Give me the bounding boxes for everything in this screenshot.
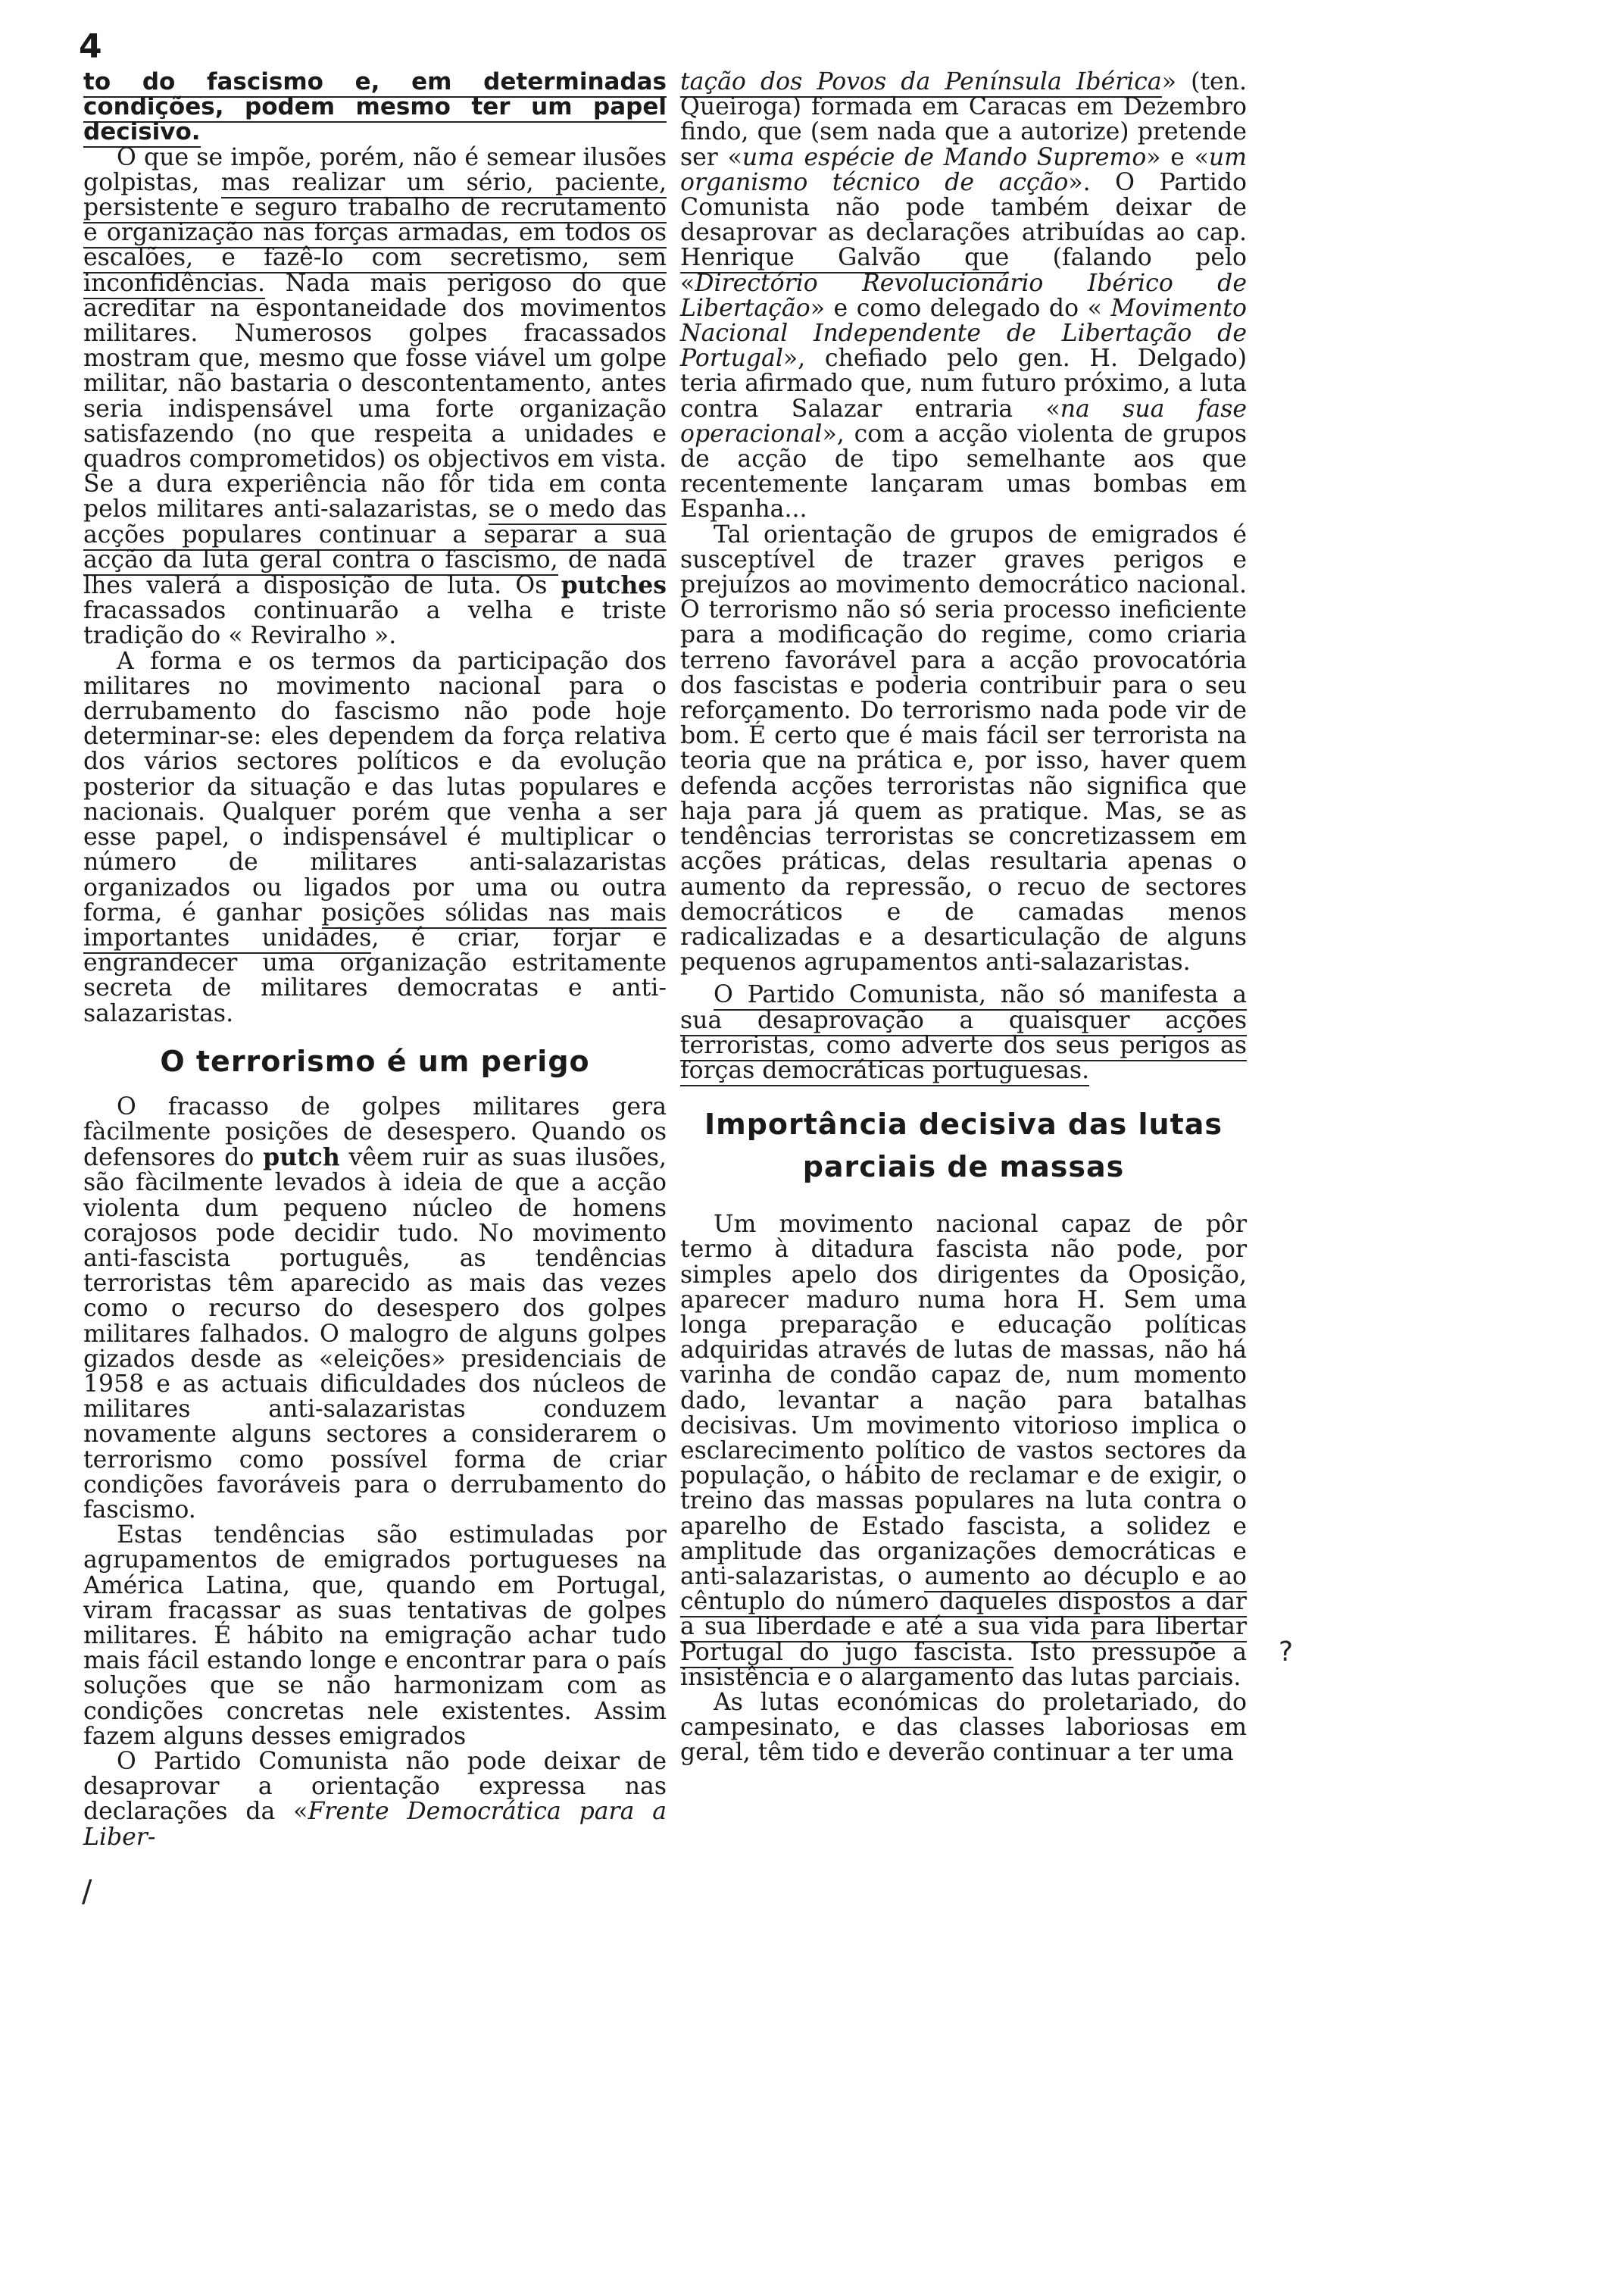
left-column bbox=[83, 70, 667, 1850]
right-paragraph-3: O Partido Comunista, não só manifesta a sua desaprovação a quaisquer acções terroristas, como adverte dos seus perigos as forças democráticas portuguesas. bbox=[680, 983, 1247, 1083]
page-number: 4 bbox=[79, 27, 102, 66]
right-column bbox=[680, 70, 1247, 1766]
margin-question-mark: ? bbox=[1279, 1636, 1294, 1667]
right-paragraph-5: As lutas económicas do proletariado, do campesinato, e das classes laboriosas em geral, têm tido e deverão continuar a ter uma bbox=[680, 1688, 1247, 1767]
right-paragraph-4: Um movimento nacional capaz de pôr termo à ditadura fascista não pode, por simples apelo dos dirigentes da Oposição, aparecer maduro numa hora H. Sem uma longa preparação e educação políticas adquiridas através de lutas de massas, não há varinha de condão capaz de, num momento dado, levantar a nação para batalhas decisivas. Um movimento vitorioso implica o esclarecimento político de vastos sectores da população, o hábito de reclamar e de exigir, o treino das massas populares na luta contra o aparelho de Estado fascista, a solidez e amplitude das organizações democráticas e anti-salazaristas, o aumento ao décuplo e ao cêntuplo do número daqueles dispostos a dar a sua liberdade e até a sua vida para libertar Portugal do jugo fascista. Isto pressupõe a insistência e o alargamento das lutas parciais. bbox=[680, 1211, 1247, 1691]
left-paragraph-2: O que se impõe, porém, não é semear ilusões golpistas, mas realizar um sério, paciente, persistente e seguro trabalho de recrutamento e organização nas forças armadas, em todos os escalões, e fazê-lo com secretismo, sem inconfidências. Nada mais perigoso do que acreditar na espontaneidade dos movimentos militares. Numerosos golpes fracassados mostram que, mesmo que fosse viável um golpe militar, não bastaria o descontentamento, antes seria indispensável uma forte organização satisfazendo (no que respeita a unidades e quadros comprometidos) os objectivos em vista. Se a dura experiência não fôr tida em conta pelos militares anti-salazaristas, se o medo das acções populares continuar a separar a sua acção da luta geral contra o fascismo, de nada lhes valerá a disposição de luta. Os putches fracassados continuarão a velha e triste tradição do « Reviralho ». bbox=[83, 143, 667, 650]
heading-importancia: Importância decisiva das lutas parciais de massas bbox=[704, 1108, 1223, 1184]
left-paragraph-4: O fracasso de golpes militares gera fàcilmente posições de desespero. Quando os defensores do putch vêem ruir as suas ilusões, são fàcilmente levados à ideia de que a acção violenta dum pequeno núcleo de homens corajosos pode decidir tudo. No movimento anti-fascista português, as tendências terroristas têm aparecido as mais das vezes como o recurso do desespero dos golpes militares falhados. O malogro de alguns golpes gizados desde as «eleições» presidenciais de 1958 e as actuais dificuldades dos núcleos de militares anti-salazaristas conduzem novamente alguns sectores a considerarem o terrorismo como possível forma de criar condições favoráveis para o derrubamento do fascismo. bbox=[83, 1092, 667, 1524]
right-paragraph-1: tação dos Povos da Península Ibérica» (ten. Queiroga) formada em Caracas em Dezembro findo, que (sem nada que a autorize) pretende ser «uma espécie de Mando Supremo» e «um organismo técnico de acção». O Partido Comunista não pode também deixar de desaprovar as declarações atribuídas ao cap. Henrique Galvão que (falando pelo «Directório Revolucionário Ibérico de Libertação» e como delegado do « Movimento Nacional Independente de Libertação de Portugal», chefiado pelo gen. H. Delgado) teria afirmado que, num futuro próximo, a luta contra Salazar entraria «na sua fase operacional», com a acção violenta de grupos de acção de tipo semelhante aos que recentemente lançaram umas bombas em Espanha... bbox=[680, 68, 1247, 524]
left-paragraph-3: A forma e os termos da participação dos militares no movimento nacional para o derrubamento do fascismo não pode hoje determinar-se: eles dependem da força relativa dos vários sectores políticos e da evolução posterior da situação e das lutas populares e nacionais. Qualquer porém que venha a ser esse papel, o indispensável é multiplicar o número de militares anti-salazaristas organizados ou ligados por uma ou outra forma, é ganhar posições sólidas nas mais importantes unidades, é criar, forjar e engrandecer uma organização estritamente secreta de militares democratas e anti-salazaristas. bbox=[83, 647, 667, 1027]
left-paragraph-5: Estas tendências são estimuladas por agrupamentos de emigrados portugueses na América Latina, que, quando em Portugal, viram fracassar as suas tentativas de golpes militares. É hábito na emigração achar tudo mais fácil estando longe e encontrar para o país soluções que se não harmonizam com as condições concretas nele existentes. Assim fazem alguns desses emigrados bbox=[83, 1521, 667, 1750]
margin-slash-mark: / bbox=[82, 1874, 92, 1909]
heading-terrorismo: O terrorismo é um perigo bbox=[160, 1044, 590, 1078]
left-paragraph-6: O Partido Comunista não pode deixar de desaprovar a orientação expressa nas declarações da «Frente Democrática para a Liber- bbox=[83, 1748, 667, 1851]
left-paragraph-1: to do fascismo e, em determinadas condições, podem mesmo ter um papel decisivo. bbox=[83, 70, 667, 145]
right-paragraph-2: Tal orientação de grupos de emigrados é susceptível de trazer graves perigos e prejuízos ao movimento democrático nacional. O terrorismo não só seria processo ineficiente para a modificação do regime, como criaria terreno favorável para a acção provocatória dos fascistas e poderia contribuir para o seu reforçamento. Do terrorismo nada pode vir de bom. É certo que é mais fácil ser terrorista na teoria que na prática e, por isso, haver quem defenda acções terroristas não significa que haja para já quem as pratique. Mas, se as tendências terroristas se concretizassem em acções práticas, delas resultaria apenas o aumento da repressão, o recuo de sectores democráticos e de camadas menos radicalizadas e a desarticulação de alguns pequenos agrupamentos anti-salazaristas. bbox=[680, 520, 1247, 977]
